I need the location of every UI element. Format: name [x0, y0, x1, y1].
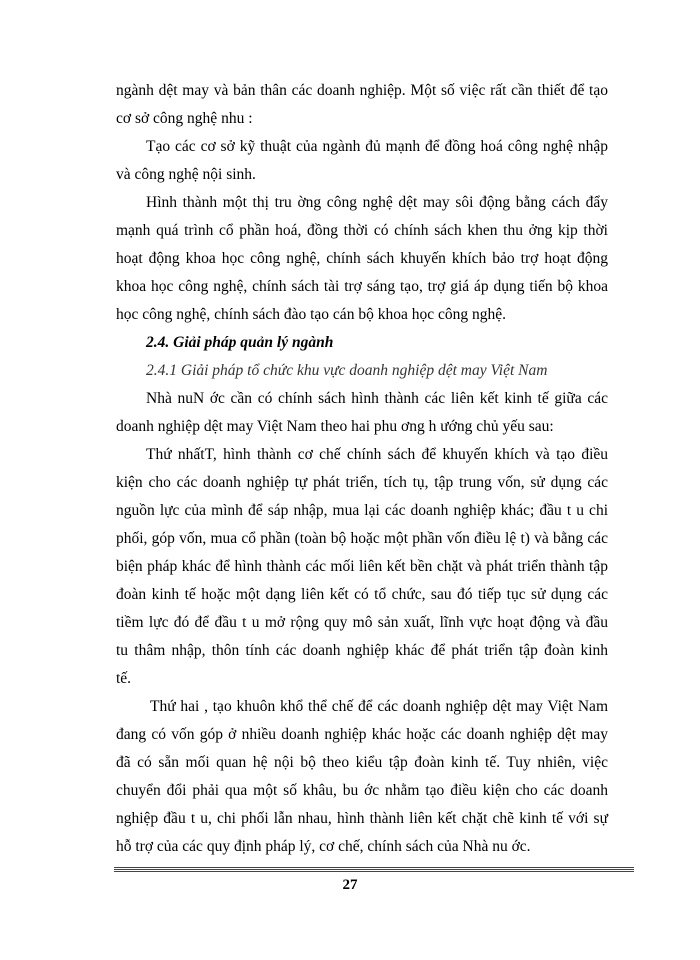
text-line: tu thâm nhập, thôn tính các doanh nghiệp khác để phát triển tập đoàn kinh — [116, 642, 608, 659]
text-line: khoa học công nghệ, chính sách tài trợ sáng tạo, trợ giá áp dụng tiến bộ khoa — [116, 278, 608, 295]
text-line: Tạo các cơ sở kỹ thuật của ngành đủ mạnh để đồng hoá công nghệ nhập — [146, 138, 608, 155]
subsection-heading: 2.4.1 Giải pháp tổ chức khu vực doanh nghiệp dệt may Việt Nam — [146, 362, 548, 379]
page-number: 27 — [342, 877, 358, 893]
text-line: chuyển đổi phải qua một số khâu, bu ớc nhằm tạo điều kiện cho các doanh — [116, 782, 608, 799]
text-line: phối, góp vốn, mua cổ phần (toàn bộ hoặc một phần vốn điều lệ t) và bằng các — [116, 530, 608, 547]
text-line: mạnh quá trình cổ phần hoá, đồng thời có chính sách khen thu ởng kịp thời — [116, 222, 608, 239]
section-heading: 2.4. Giải pháp quản lý ngành — [146, 334, 334, 351]
text-line: Thứ hai , tạo khuôn khổ thể chế để các doanh nghiệp dệt may Việt Nam — [150, 698, 608, 715]
text-line: tiềm lực đó để đầu t u mở rộng quy mô sản xuất, lĩnh vực hoạt động và đầu — [116, 614, 608, 631]
text-line: cơ sở công nghệ nhu : — [116, 110, 253, 127]
text-line: tế. — [116, 670, 132, 687]
text-line: nghiệp đầu t u, chi phối lẫn nhau, hình thành liên kết chặt chẽ kinh tế với sự — [116, 810, 608, 827]
text-line: doanh nghiệp dệt may Việt Nam theo hai phu ơng h ướng chủ yếu sau: — [116, 418, 554, 435]
text-line: biện pháp khác để hình thành các mối liên kết bền chặt và phát triển thành tập — [116, 558, 608, 575]
text-line: Hình thành một thị tru ờng công nghệ dệt may sôi động bằng cách đẩy — [146, 194, 608, 211]
text-line: học công nghệ, chính sách đào tạo cán bộ khoa học công nghệ. — [116, 306, 506, 323]
text-line: ngành dệt may và bản thân các doanh nghiệp. Một số việc rất cần thiết để tạo — [116, 82, 608, 99]
text-line: kiện cho các doanh nghiệp tự phát triển, tích tụ, tập trung vốn, sử dụng các — [116, 474, 608, 491]
text-line: Nhà nuN ớc cần có chính sách hình thành các liên kết kinh tế giữa các — [146, 390, 608, 407]
footer-rule — [114, 867, 634, 872]
text-line: và công nghệ nội sinh. — [116, 166, 256, 183]
text-line: nguồn lực của mình để sáp nhập, mua lại các doanh nghiệp khác; đầu t u chi — [116, 502, 608, 519]
text-line: đang có vốn góp ở nhiều doanh nghiệp khác hoặc các doanh nghiệp dệt may — [116, 726, 608, 743]
text-line: hoạt động khoa học công nghệ, chính sách khuyến khích bảo trợ hoạt động — [116, 250, 608, 267]
text-line: đã có sẵn mối quan hệ nội bộ theo kiểu tập đoàn kinh tế. Tuy nhiên, việc — [116, 754, 608, 771]
text-line: đoàn kinh tế hoặc một dạng liên kết có tổ chức, sau đó tiếp tục sử dụng các — [116, 586, 608, 603]
text-line: Thứ nhấtT, hình thành cơ chế chính sách để khuyến khích và tạo điều — [146, 446, 608, 463]
text-line: hỗ trợ của các quy định pháp lý, cơ chế, chính sách của Nhà nu ớc. — [116, 838, 531, 855]
